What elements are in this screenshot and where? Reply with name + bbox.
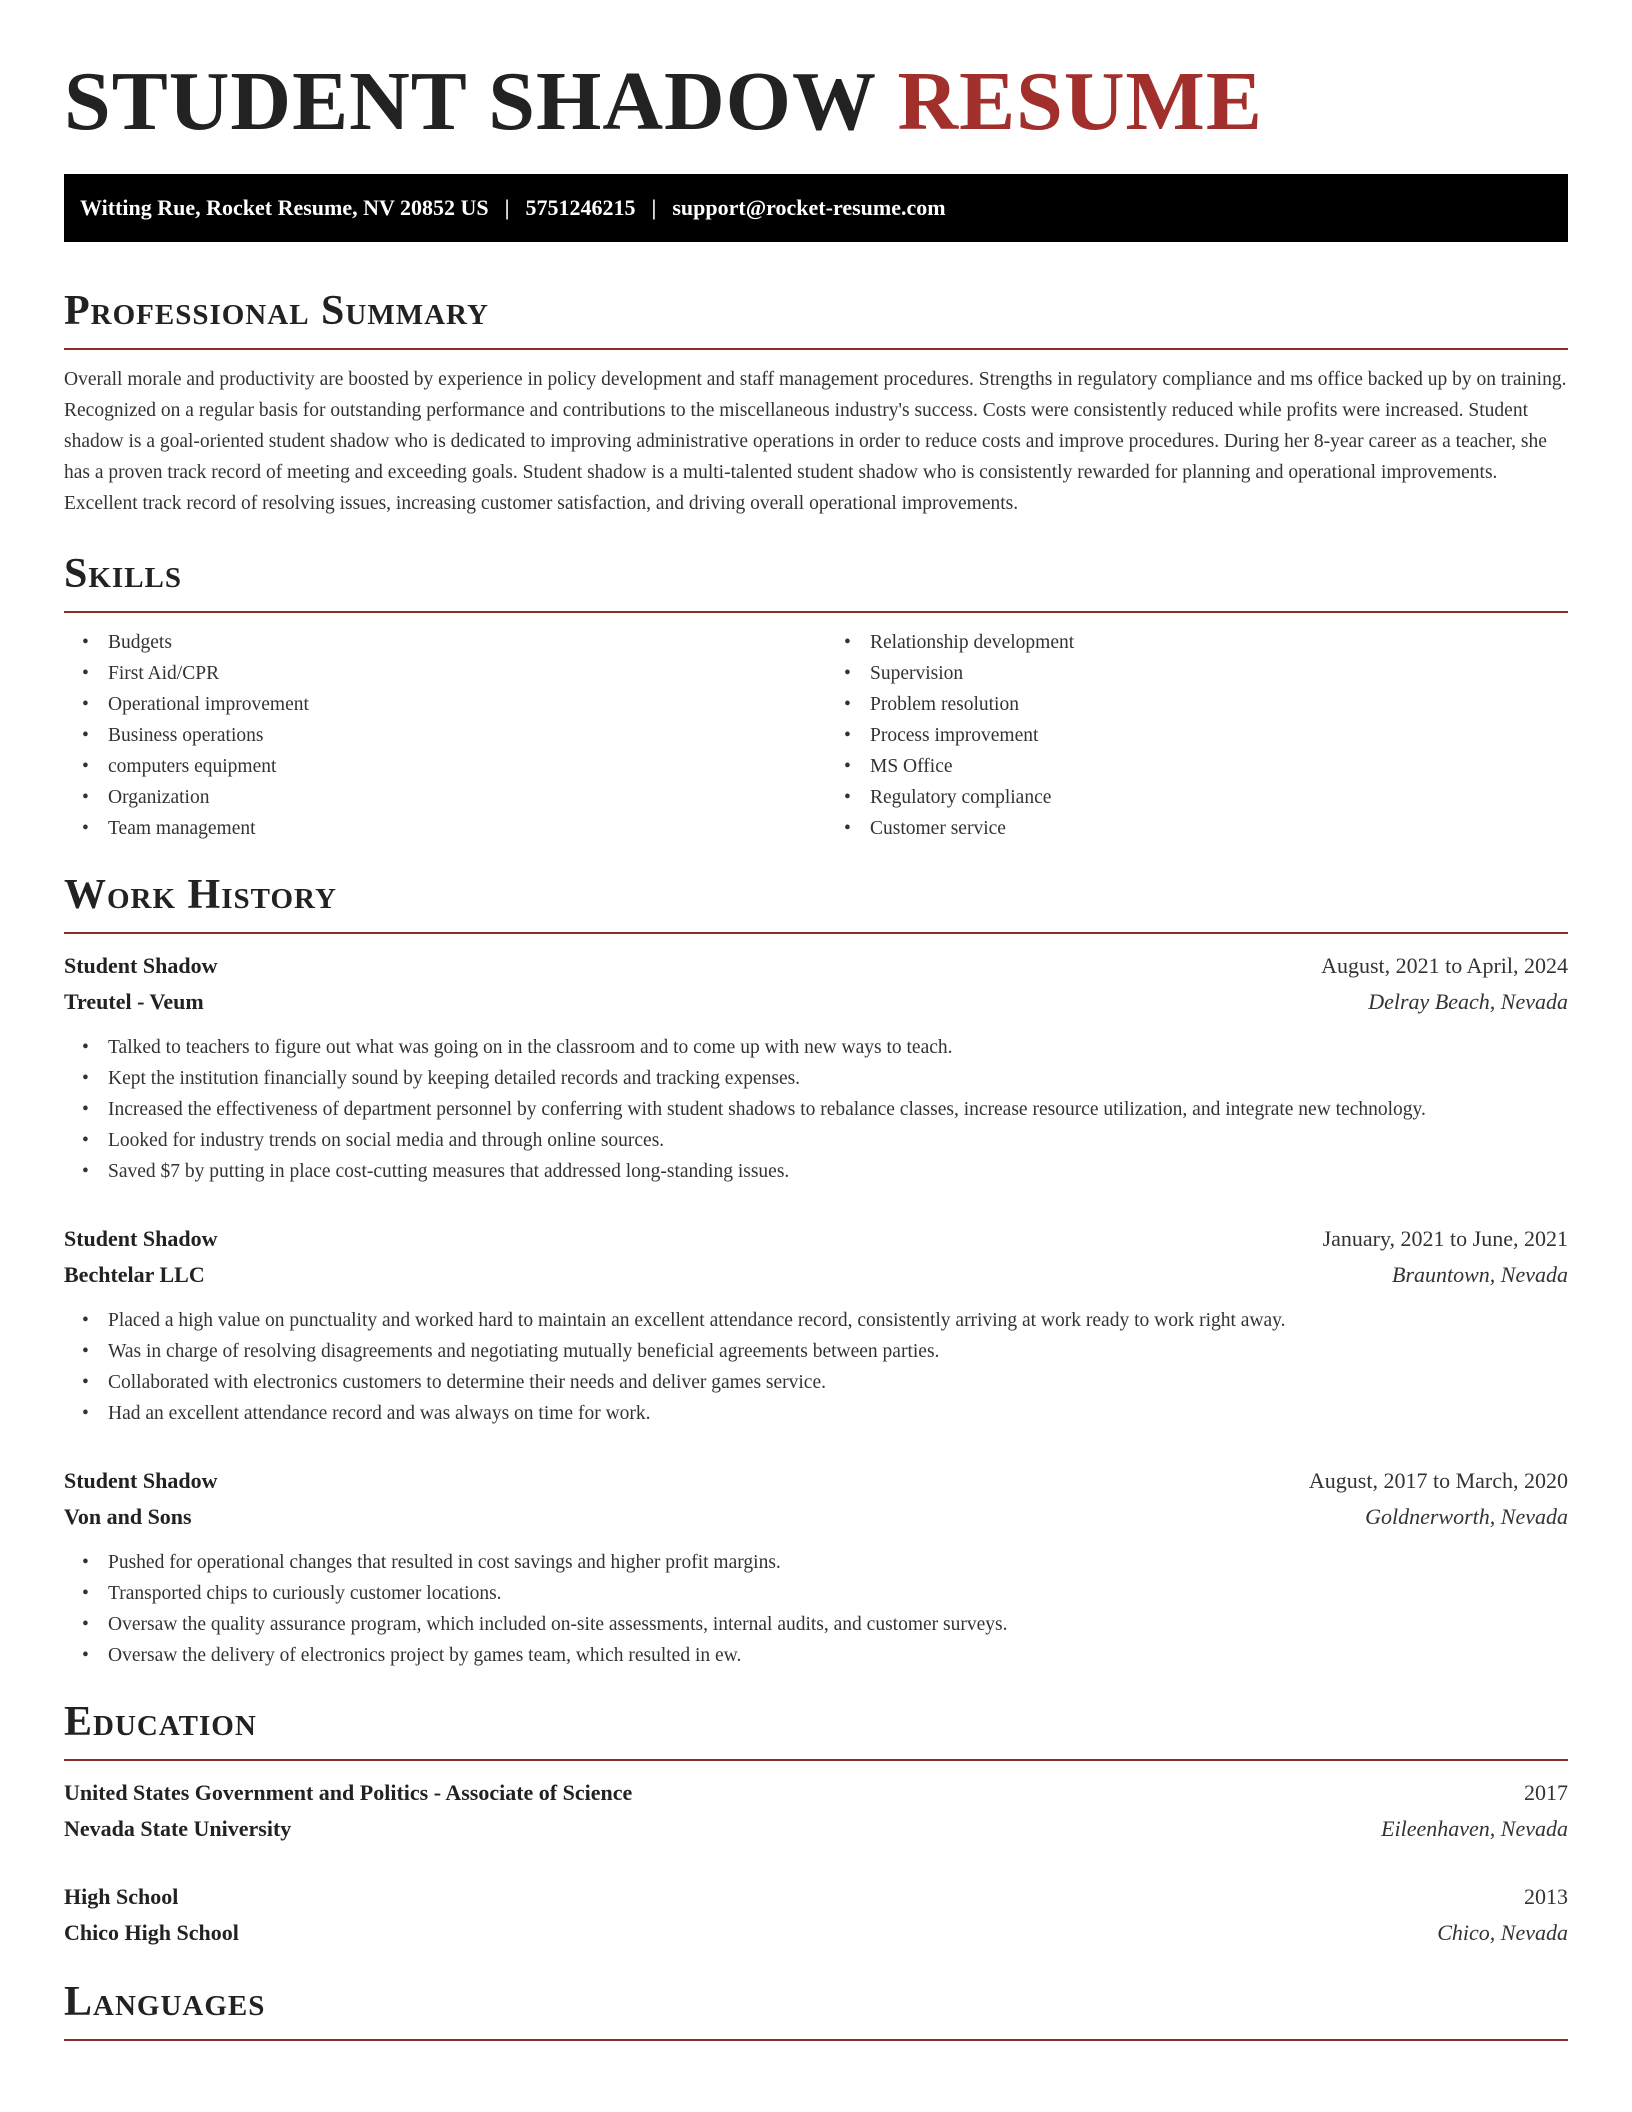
work-section xyxy=(64,870,1568,1671)
section-divider xyxy=(64,611,1568,613)
skill-item: • computers equipment xyxy=(108,751,806,782)
job-entry xyxy=(64,1221,1568,1429)
education-location: Eileenhaven, Nevada xyxy=(1381,1816,1568,1841)
skill-item: • Budgets xyxy=(108,627,806,658)
job-bullet: • Increased the effectiveness of department personnel by conferring with student shadows to rebalance classes, increase resource utilization, and integrate new technology. xyxy=(108,1094,1568,1125)
skills-grid xyxy=(64,627,1568,844)
skills-section xyxy=(64,549,1568,844)
job-bullet: • Was in charge of resolving disagreements and negotiating mutually beneficial agreements between parties. xyxy=(108,1336,1568,1367)
job-entry xyxy=(64,1463,1568,1671)
job-role: Student Shadow xyxy=(64,1468,218,1493)
section-divider xyxy=(64,1759,1568,1761)
job-role: Student Shadow xyxy=(64,1226,218,1251)
contact-bar xyxy=(64,174,1568,242)
skill-item: • Team management xyxy=(108,813,806,844)
job-bullet: • Pushed for operational changes that resulted in cost savings and higher profit margins. xyxy=(108,1547,1568,1578)
job-location: Brauntown, Nevada xyxy=(1392,1262,1568,1287)
job-bullets xyxy=(64,1032,1568,1187)
job-bullet: • Collaborated with electronics customers to determine their needs and deliver games service. xyxy=(108,1367,1568,1398)
job-location: Delray Beach, Nevada xyxy=(1368,989,1568,1014)
skill-item: • Relationship development xyxy=(870,627,1568,658)
section-divider xyxy=(64,2039,1568,2041)
skill-item: • Supervision xyxy=(870,658,1568,689)
summary-section xyxy=(64,286,1568,519)
job-bullet: • Oversaw the delivery of electronics project by games team, which resulted in ew. xyxy=(108,1640,1568,1671)
skill-item: • Business operations xyxy=(108,720,806,751)
skill-item: • Organization xyxy=(108,782,806,813)
education-entry xyxy=(64,1775,1568,1847)
education-degree: High School xyxy=(64,1884,179,1909)
education-year: 2013 xyxy=(1524,1884,1568,1909)
name-main: STUDENT SHADOW xyxy=(64,55,876,148)
education-year: 2017 xyxy=(1524,1780,1568,1805)
education-degree: United States Government and Politics - Associate of Science xyxy=(64,1780,633,1805)
skills-list-left xyxy=(64,627,806,844)
skill-item: • First Aid/CPR xyxy=(108,658,806,689)
section-title-languages: Languages xyxy=(64,1979,266,2025)
resume-name xyxy=(64,52,1568,152)
job-company: Von and Sons xyxy=(64,1504,192,1529)
skill-item: • Problem resolution xyxy=(870,689,1568,720)
job-bullet: • Oversaw the quality assurance program, which included on-site assessments, internal audits, and customer surveys. xyxy=(108,1609,1568,1640)
summary-text: Overall morale and productivity are boosted by experience in policy development and staff management procedures. Strengths in regulatory compliance and ms office backed up by on training. Recognized on a regular basis for outstanding performance and contributions to the miscellaneous industry's success. Costs were consistently reduced while profits were increased. Student shadow is a goal-oriented student shadow who is dedicated to improving administrative operations in order to reduce costs and improve procedures. During her 8-year career as a teacher, she has a proven track record of meeting and exceeding goals. Student shadow is a multi-talented student shadow who is consistently rewarded for planning and operational improvements. Excellent track record of resolving issues, increasing customer satisfaction, and driving overall operational improvements. xyxy=(64,369,1567,514)
skill-item: • MS Office xyxy=(870,751,1568,782)
languages-section xyxy=(64,1977,1568,2041)
education-section xyxy=(64,1697,1568,1951)
job-role: Student Shadow xyxy=(64,953,218,978)
education-school: Chico High School xyxy=(64,1920,239,1945)
job-bullets xyxy=(64,1305,1568,1429)
job-bullet: • Saved $7 by putting in place cost-cutting measures that addressed long-standing issues. xyxy=(108,1156,1568,1187)
section-divider xyxy=(64,348,1568,350)
skills-list-right xyxy=(826,627,1568,844)
section-divider xyxy=(64,932,1568,934)
skill-item: • Customer service xyxy=(870,813,1568,844)
skill-item: • Process improvement xyxy=(870,720,1568,751)
job-company: Bechtelar LLC xyxy=(64,1262,205,1287)
job-bullets xyxy=(64,1547,1568,1671)
job-bullet: • Looked for industry trends on social media and through online sources. xyxy=(108,1125,1568,1156)
job-bullet: • Placed a high value on punctuality and worked hard to maintain an excellent attendance record, consistently arriving at work ready to work right away. xyxy=(108,1305,1568,1336)
education-school: Nevada State University xyxy=(64,1816,292,1841)
job-location: Goldnerworth, Nevada xyxy=(1365,1504,1568,1529)
education-location: Chico, Nevada xyxy=(1437,1920,1568,1945)
section-title-education: Education xyxy=(64,1699,257,1745)
skill-item: • Regulatory compliance xyxy=(870,782,1568,813)
section-title-work: Work History xyxy=(64,872,337,918)
skill-item: • Operational improvement xyxy=(108,689,806,720)
job-bullet: • Kept the institution financially sound by keeping detailed records and tracking expenses. xyxy=(108,1063,1568,1094)
contact-address: Witting Rue, Rocket Resume, NV 20852 US xyxy=(80,195,489,220)
job-dates: August, 2017 to March, 2020 xyxy=(1308,1468,1568,1493)
job-bullet: • Talked to teachers to figure out what was going on in the classroom and to come up with new ways to teach. xyxy=(108,1032,1568,1063)
contact-email[interactable]: support@rocket-resume.com xyxy=(672,195,946,220)
contact-separator: | xyxy=(651,195,657,220)
job-dates: January, 2021 to June, 2021 xyxy=(1322,1226,1568,1251)
section-title-skills: Skills xyxy=(64,551,183,597)
job-dates: August, 2021 to April, 2024 xyxy=(1321,953,1568,978)
contact-phone: 5751246215 xyxy=(525,195,636,220)
job-company: Treutel - Veum xyxy=(64,989,204,1014)
education-entry xyxy=(64,1879,1568,1951)
contact-separator: | xyxy=(504,195,510,220)
name-accent: RESUME xyxy=(897,55,1263,148)
job-bullet: • Transported chips to curiously customer locations. xyxy=(108,1578,1568,1609)
job-entry xyxy=(64,948,1568,1187)
job-bullet: • Had an excellent attendance record and was always on time for work. xyxy=(108,1398,1568,1429)
section-title-summary: Professional Summary xyxy=(64,288,489,334)
